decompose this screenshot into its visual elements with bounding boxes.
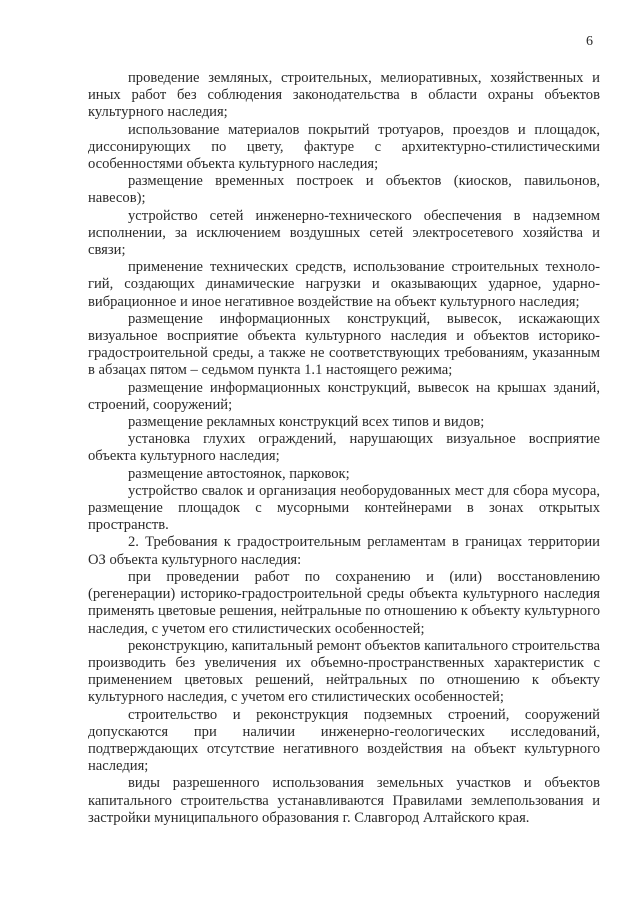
paragraph-dynamic-loads: применение технических средств, использование строительных технологий, создающих динамические нагрузки и оказывающих ударное, ударно-вибрационное и иное негативное воздействие на объект культурного наследия; <box>88 259 600 310</box>
paragraph-parking: размещение автостоянок, парковок; <box>128 465 350 482</box>
paragraph-temporary-buildings: размещение временных построек и объектов (киосков, павильонов, навесов); <box>88 173 600 207</box>
document-body <box>88 70 600 827</box>
paragraph-info-structures: размещение информационных конструкций, вывесок, искажающих визуальное восприятие объекта культурного наследия и объектов историко-градостроительной среды, а также не соответствующих требованиям, указанным в абзацах пятом – седьмом пункта 1.1 настоящего режима; <box>88 310 600 379</box>
paragraph-overhead-networks: устройство сетей инженерно-технического обеспечения в надземном исполнении, за исключением воздушных сетей электросетевого хозяйства и связи; <box>88 207 600 259</box>
paragraph-color-solutions: при проведении работ по сохранению и (или) восстановлению (регенерации) историко-градостроительной среды объекта культурного наследия применять цветовые решения, нейтральные по отношению к объекту культурного наследия, с учетом его стилистических особенностей; <box>88 568 600 637</box>
paragraph-underground: строительство и реконструкция подземных строений, сооружений допускаются при наличии инженерно-геологических исследований, подтверждающих отсутствие негативного воздействия на объект культурного наследия; <box>88 706 600 775</box>
page-number: 6 <box>586 34 593 49</box>
paragraph-earthworks: проведение земляных, строительных, мелиоративных, хозяйственных и иных работ без соблюдения законодательства в области охраны объектов культурного наследия; <box>88 70 600 121</box>
paragraph-land-use: виды разрешенного использования земельных участков и объектов капитального строительства устанавливаются Правилами землепользования и застройки муниципального образования г. Славгород Алтайского края. <box>88 775 600 826</box>
paragraph-waste: устройство свалок и организация необорудованных мест для сбора мусора, размещение площадок с мусорными контейнерами в зонах открытых пространств. <box>88 482 600 534</box>
paragraph-advertising: размещение рекламных конструкций всех типов и видов; <box>128 414 485 431</box>
paragraph-section-2-heading: 2. Требования к градостроительным регламентам в границах территории ОЗ объекта культурного наследия: <box>88 534 600 568</box>
paragraph-pavement-materials: использование материалов покрытий тротуаров, проездов и площадок, диссонирующих по цвету, фактуре с архитектурно-стилистическими особенностями объекта культурного наследия; <box>88 121 600 173</box>
paragraph-reconstruction: реконструкцию, капитальный ремонт объектов капитального строительства производить без увеличения их объемно-пространственных характеристик с применением цветовых решений, нейтральных по отношению к объекту культурного наследия, с учетом его стилистических особенностей; <box>88 637 600 706</box>
paragraph-solid-fences: установка глухих ограждений, нарушающих визуальное восприятие объекта культурного наследия; <box>88 431 600 465</box>
paragraph-rooftop-signs: размещение информационных конструкций, вывесок на крышах зданий, строений, сооружений; <box>88 379 600 413</box>
